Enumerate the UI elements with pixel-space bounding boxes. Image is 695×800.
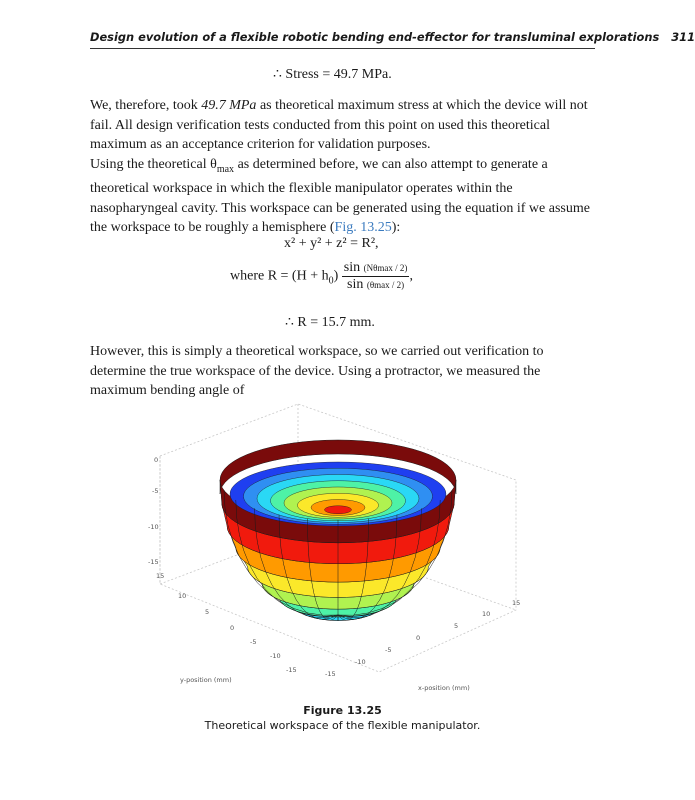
figure-label: Figure 13.25 bbox=[303, 704, 382, 717]
figure-link[interactable]: Fig. 13.25 bbox=[334, 220, 392, 236]
y-axis-label: y-position (mm) bbox=[180, 676, 232, 684]
y-tick-1: 10 bbox=[178, 592, 187, 600]
equation-radius-sub: 0 bbox=[328, 275, 334, 287]
numerator-arg: (Nθmax / 2) bbox=[363, 263, 408, 273]
hemisphere-plot bbox=[148, 392, 528, 704]
denominator-sin: sin bbox=[347, 277, 364, 292]
equation-radius-close: ) bbox=[333, 268, 339, 284]
x-tick-2: 5 bbox=[454, 622, 459, 630]
y-tick-5: -10 bbox=[270, 652, 281, 660]
y-tick-3: 0 bbox=[230, 624, 235, 632]
equation-radius-tail: , bbox=[409, 268, 413, 284]
header-rule bbox=[90, 48, 595, 49]
equation-stress: ∴ Stress = 49.7 MPa. bbox=[273, 67, 392, 82]
x-tick-3: 0 bbox=[416, 634, 421, 642]
equation-sphere: x² + y² + z² = R², bbox=[284, 236, 379, 251]
x-tick-0: 15 bbox=[512, 599, 521, 607]
fraction-denominator bbox=[342, 276, 410, 293]
equation-radius-fraction bbox=[342, 260, 410, 293]
z-tick-0: 0 bbox=[154, 456, 159, 464]
z-tick-2: -10 bbox=[148, 523, 159, 531]
running-head bbox=[90, 30, 695, 46]
paragraph-workspace-mid: as determined before, we can also attempt to generate a theoretical workspace in which the flexible manipulator operates within the nasopharyngeal cavity. This workspace can be generated using the equation if we assume the workspace to be roughly a hemisphere ( bbox=[90, 157, 590, 236]
equation-radius-where: where R = (H + h bbox=[230, 268, 329, 284]
paragraph-stress bbox=[90, 96, 595, 155]
equation-radius bbox=[230, 260, 413, 293]
hemisphere-inner-band-7 bbox=[325, 506, 352, 514]
denominator-arg: (θmax / 2) bbox=[366, 280, 405, 290]
x-axis-label: x-position (mm) bbox=[418, 684, 470, 692]
paragraph-workspace-sub: max bbox=[216, 163, 235, 175]
z-tick-1: -5 bbox=[152, 487, 159, 495]
y-tick-6: -15 bbox=[286, 666, 297, 674]
page-number: 311 bbox=[671, 30, 695, 44]
figure-caption: Theoretical workspace of the flexible manipulator. bbox=[204, 719, 481, 732]
x-tick-1: 10 bbox=[482, 610, 491, 618]
y-tick-4: -5 bbox=[250, 638, 257, 646]
numerator-sin: sin bbox=[343, 260, 361, 275]
x-tick-6: -15 bbox=[325, 670, 336, 678]
paragraph-workspace bbox=[90, 155, 595, 238]
paragraph-stress-pre: We, therefore, took bbox=[90, 98, 202, 113]
paragraph-workspace-pre: Using the theoretical θ bbox=[90, 157, 217, 172]
running-head-title: Design evolution of a flexible robotic bending end-effector for transluminal explorations bbox=[90, 30, 660, 44]
fraction-numerator bbox=[342, 260, 410, 276]
paragraph-stress-post: as theoretical maximum stress at which the device will not fail. All design verification tests conducted from this point on used this theoretical maximum as an acceptance criterion for validation purposes. bbox=[90, 98, 588, 152]
paragraph-verification: However, this is simply a theoretical workspace, so we carried out verification to determine the true workspace of the device. Using a protractor, we measured the maximum bending angle of bbox=[90, 344, 544, 398]
x-tick-4: -5 bbox=[385, 646, 392, 654]
equation-result: ∴ R = 15.7 mm. bbox=[285, 315, 375, 330]
paragraph-stress-em: 49.7 MPa bbox=[201, 98, 257, 113]
y-tick-0: 15 bbox=[156, 572, 165, 580]
y-tick-2: 5 bbox=[205, 608, 210, 616]
z-tick-3: -15 bbox=[148, 558, 159, 566]
x-tick-5: -10 bbox=[355, 658, 366, 666]
paragraph-workspace-post: ): bbox=[391, 220, 401, 236]
